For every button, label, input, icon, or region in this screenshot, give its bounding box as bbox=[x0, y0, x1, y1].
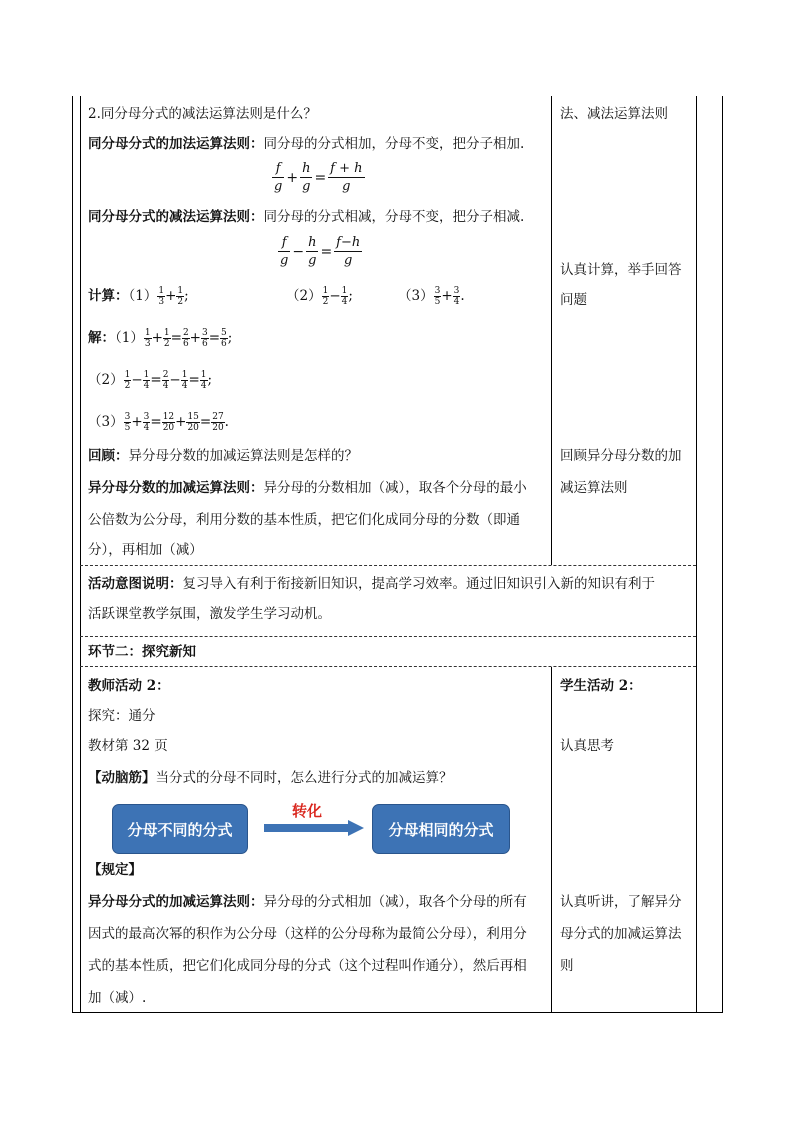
add-formula: $\frac{f}{g}$ + $\frac{h}{g}$ = $\frac{f + h}{g}$ bbox=[274, 161, 363, 194]
review: 回顾：异分母分数的加减运算法则是怎样的？ bbox=[88, 448, 358, 464]
box-different-denominator: 分母不同的分式 bbox=[112, 804, 248, 854]
arrow-convert bbox=[264, 820, 364, 836]
section-2-heading: 环节二：探究新知 bbox=[88, 644, 196, 660]
arrow-label: 转化 bbox=[292, 802, 323, 820]
sub-rule bbox=[88, 207, 524, 227]
add-frac-result: $\frac{f + h}{g}$ bbox=[330, 161, 363, 194]
sub-rule-label: 同分母分式的减法运算法则： bbox=[88, 209, 264, 225]
rule-line2: 因式的最高次幂的积作为公分母（这样的公分母称为最简公分母），利用分 bbox=[88, 926, 527, 942]
intent-line2: 活跃课堂教学氛围，激发学生学习动机。 bbox=[88, 606, 331, 622]
solution-3: （3） $\frac{3}{5}$ + $\frac{3}{4}$ = $\frac{12}{20}$ + $\frac{15}{20}$ = $\frac{27}{20}$ . bbox=[88, 412, 229, 433]
rule-line3: 式的基本性质，把它们化成同分母的分式（这个过程叫作通分），然后再相 bbox=[88, 958, 527, 974]
solution-2: （2） $\frac{1}{2}$ − $\frac{1}{4}$ = $\frac{2}{4}$ − $\frac{1}{4}$ = $\frac{1}{4}$ ; bbox=[88, 370, 213, 391]
explore-line: 探究：通分 bbox=[88, 708, 156, 724]
student-note-3a: 回顾异分母分数的加 bbox=[560, 448, 682, 464]
student-note-3b: 减运算法则 bbox=[560, 480, 628, 496]
column-divider-top bbox=[551, 96, 552, 565]
calc-3: （3） $\frac{3}{5}$ + $\frac{3}{4}$ . bbox=[398, 286, 465, 307]
student-note-1: 法、减法运算法则 bbox=[560, 106, 668, 122]
rule-tag: 【规定】 bbox=[88, 862, 142, 878]
add-rule-text: 同分母的分式相加，分母不变，把分子相加. bbox=[263, 136, 525, 152]
row-divider-2 bbox=[80, 636, 696, 637]
diff-rule-line3: 分），再相加（减） bbox=[88, 542, 203, 558]
row-divider-1 bbox=[80, 565, 696, 566]
student-think: 认真思考 bbox=[560, 738, 614, 754]
table-border-right bbox=[722, 96, 723, 1013]
solution-1: 解：（1） $\frac{1}{3}$ + $\frac{1}{2}$ = $\frac{2}{6}$ + $\frac{3}{6}$ = $\frac{5}{6}$ ; bbox=[88, 328, 233, 349]
diff-rule-line2: 公倍数为公分母，利用分数的基本性质，把它们化成同分母的分数（即通 bbox=[88, 512, 520, 528]
question-2: 2.同分母分式的减法运算法则是什么？ bbox=[88, 106, 317, 122]
brain-line: 【动脑筋】当分式的分母不同时，怎么进行分式的加减运算？ bbox=[88, 770, 453, 786]
arrow-right-icon bbox=[264, 820, 364, 836]
table-inner-left bbox=[80, 96, 81, 1013]
intent-line1: 活动意图说明：复习导入有利于衔接新旧知识，提高学习效率。通过旧知识引入新的知识有利于 bbox=[88, 576, 655, 592]
calc-line: 计算：（1） $\frac{1}{3}$ + $\frac{1}{2}$ ; bbox=[88, 286, 189, 307]
sub-formula: $\frac{f}{g}$ − $\frac{h}{g}$ = $\frac{f-h}{g}$ bbox=[280, 235, 361, 268]
student-listen-1: 认真听讲，了解异分 bbox=[560, 894, 682, 910]
textbook-line: 教材第 32 页 bbox=[88, 738, 168, 754]
student-activity-title: 学生活动 2： bbox=[560, 678, 642, 694]
add-rule bbox=[88, 134, 524, 154]
sub-frac-2: $\frac{h}{g}$ bbox=[308, 235, 317, 268]
sub-frac-1: $\frac{f}{g}$ bbox=[280, 235, 289, 268]
calc-label: 计算： bbox=[88, 288, 129, 304]
diff-rule-line1: 异分母分数的加减运算法则：异分母的分数相加（减），取各个分母的最小 bbox=[88, 480, 527, 496]
row-divider-3 bbox=[80, 666, 696, 667]
calc-2: （2） $\frac{1}{2}$ − $\frac{1}{4}$ ; bbox=[286, 286, 353, 307]
rule-line1: 异分母分式的加减运算法则：异分母的分式相加（减），取各个分母的所有 bbox=[88, 894, 527, 910]
teacher-activity-title: 教师活动 2： bbox=[88, 678, 170, 694]
add-rule-label: 同分母分式的加法运算法则： bbox=[88, 136, 264, 152]
student-note-2a: 认真计算，举手回答 bbox=[560, 262, 682, 278]
rule-line4: 加（减）. bbox=[88, 990, 147, 1006]
add-frac-2: $\frac{h}{g}$ bbox=[302, 161, 311, 194]
student-listen-3: 则 bbox=[560, 958, 574, 974]
add-frac-1: $\frac{f}{g}$ bbox=[274, 161, 283, 194]
student-note-2b: 问题 bbox=[560, 292, 587, 308]
table-border-bottom bbox=[72, 1012, 723, 1013]
student-listen-2: 母分式的加减运算法 bbox=[560, 926, 682, 942]
table-inner-right bbox=[696, 96, 697, 1013]
sub-frac-result: $\frac{f-h}{g}$ bbox=[336, 235, 361, 268]
table-border-left bbox=[72, 96, 73, 1013]
column-divider-bottom bbox=[551, 667, 552, 1013]
box-same-denominator: 分母相同的分式 bbox=[372, 804, 510, 854]
sub-rule-text: 同分母的分式相减，分母不变，把分子相减. bbox=[263, 209, 525, 225]
